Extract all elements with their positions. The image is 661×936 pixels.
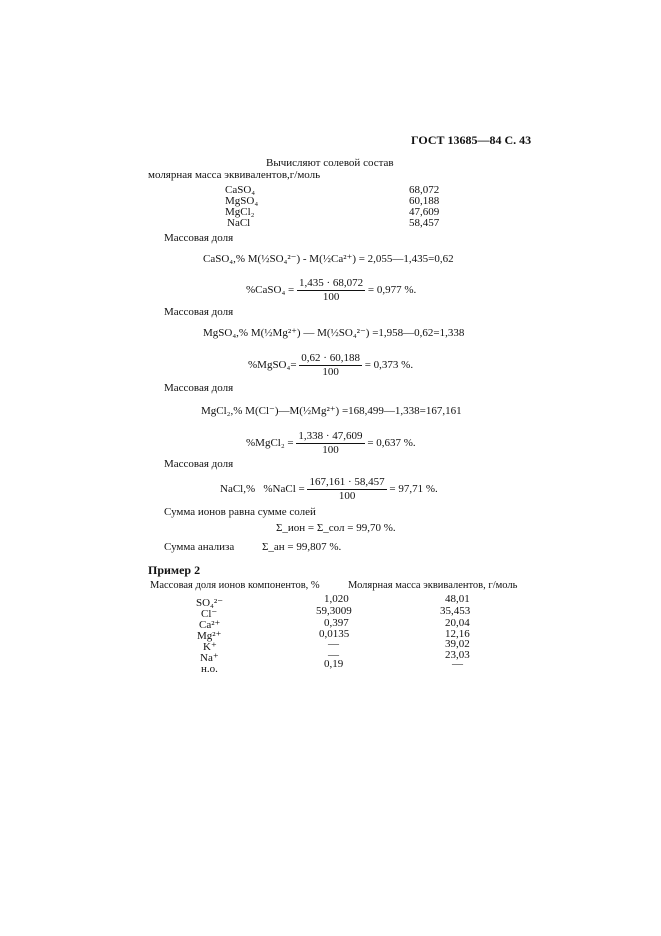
salt-name: MgSO₄ (225, 195, 259, 207)
table-cell-fraction: — (328, 649, 339, 661)
mgcl2-fraction (296, 430, 364, 457)
caso4-percent-label: %CaSO₄ = (246, 284, 295, 297)
mgcl2-expression: MgCl₂,% M(Cl⁻)—M(½Mg²⁺) =168,499—1,338=167,161 (201, 405, 462, 417)
column-header: Молярная масса эквивалентов, г/моль (348, 580, 518, 591)
salt-name: MgCl₂ (225, 206, 255, 218)
section-label: Массовая доля (164, 306, 234, 318)
fraction-denominator: 100 (322, 291, 340, 303)
section-label: Массовая доля (164, 382, 234, 394)
fraction-numerator: 1,338 · 47,609 (298, 430, 363, 442)
caso4-result: = 0,977 %. (367, 284, 417, 297)
mgso4-percent-label: %MgSO₄= (248, 359, 297, 372)
table-cell-fraction: 0,397 (324, 617, 349, 629)
ions-sum-label: Сумма ионов равна сумме солей (164, 506, 316, 518)
salt-value: 60,188 (409, 195, 440, 207)
table-cell-mass: 48,01 (445, 593, 470, 605)
page-header: ГОСТ 13685—84 С. 43 (411, 133, 532, 147)
table-cell-fraction: — (328, 638, 339, 650)
salt-name: NaCl (227, 217, 251, 229)
salt-value: 58,457 (409, 217, 440, 229)
salt-value: 68,072 (409, 184, 440, 196)
table-cell-ion: Ca²⁺ (199, 619, 221, 631)
caso4-expression: CaSO₄,% M(½SO₄²⁻) - M(½Ca²⁺) = 2,055—1,435=0,62 (203, 253, 454, 265)
table-cell-fraction: 0,0135 (319, 628, 350, 640)
analysis-sum-label: Сумма анализа (164, 541, 235, 553)
intro-line: Вычисляют солевой состав (266, 157, 394, 169)
table-cell-ion: K⁺ (203, 641, 217, 653)
intro-subline: молярная масса эквивалентов,г/моль (148, 169, 321, 181)
mgso4-result: = 0,373 %. (364, 359, 414, 372)
table-cell-mass: — (452, 658, 463, 670)
fraction-numerator: 1,435 · 68,072 (298, 277, 364, 289)
ions-sum-equation: Σ_ион = Σ_сол = 99,70 %. (276, 522, 396, 534)
nacl-fraction (307, 476, 386, 503)
mgso4-expression: MgSO₄,% M(½Mg²⁺) — M(½SO₄²⁻) =1,958—0,62=1,338 (203, 327, 465, 339)
nacl-percent-label: %NaCl = (263, 483, 305, 496)
fraction-denominator: 100 (322, 366, 339, 378)
fraction-denominator: 100 (322, 444, 339, 456)
salt-value: 47,609 (409, 206, 440, 218)
fraction-numerator: 167,161 · 58,457 (309, 476, 385, 488)
example-title: Пример 2 (148, 563, 201, 577)
table-cell-mass: 23,03 (445, 649, 470, 661)
mgso4-fraction (299, 352, 362, 379)
mgso4-percent-formula (248, 352, 413, 379)
nacl-result: = 97,71 %. (389, 483, 438, 496)
nacl-formula (220, 476, 438, 503)
table-cell-mass: 20,04 (445, 617, 470, 629)
section-label: Массовая доля (164, 232, 234, 244)
table-cell-fraction: 0,19 (324, 658, 344, 670)
table-cell-ion: SO₄²⁻ (196, 597, 224, 609)
mgcl2-percent-label: %MgCl₂ = (246, 437, 294, 450)
column-header: Массовая доля ионов компонентов, % (150, 580, 320, 591)
analysis-sum-equation: Σ_ан = 99,807 %. (262, 541, 342, 553)
table-cell-fraction: 59,3009 (316, 605, 352, 617)
fraction-denominator: 100 (338, 490, 356, 502)
caso4-fraction (297, 277, 365, 304)
section-label: Массовая доля (164, 458, 234, 470)
table-cell-ion: н.о. (201, 663, 218, 675)
table-cell-mass: 12,16 (445, 628, 470, 640)
mgcl2-percent-formula (246, 430, 416, 457)
caso4-percent-formula (246, 277, 416, 304)
fraction-numerator: 0,62 · 60,188 (301, 352, 360, 364)
table-cell-fraction: 1,020 (324, 593, 349, 605)
table-cell-mass: 35,453 (440, 605, 471, 617)
nacl-label: NaCl,% (220, 483, 256, 496)
table-cell-ion: Na⁺ (200, 652, 219, 664)
mgcl2-result: = 0,637 %. (367, 437, 416, 450)
table-cell-ion: Cl⁻ (201, 608, 218, 620)
table-cell-ion: Mg²⁺ (197, 630, 222, 642)
table-cell-mass: 39,02 (445, 638, 470, 650)
salt-name: CaSO₄ (225, 184, 256, 196)
